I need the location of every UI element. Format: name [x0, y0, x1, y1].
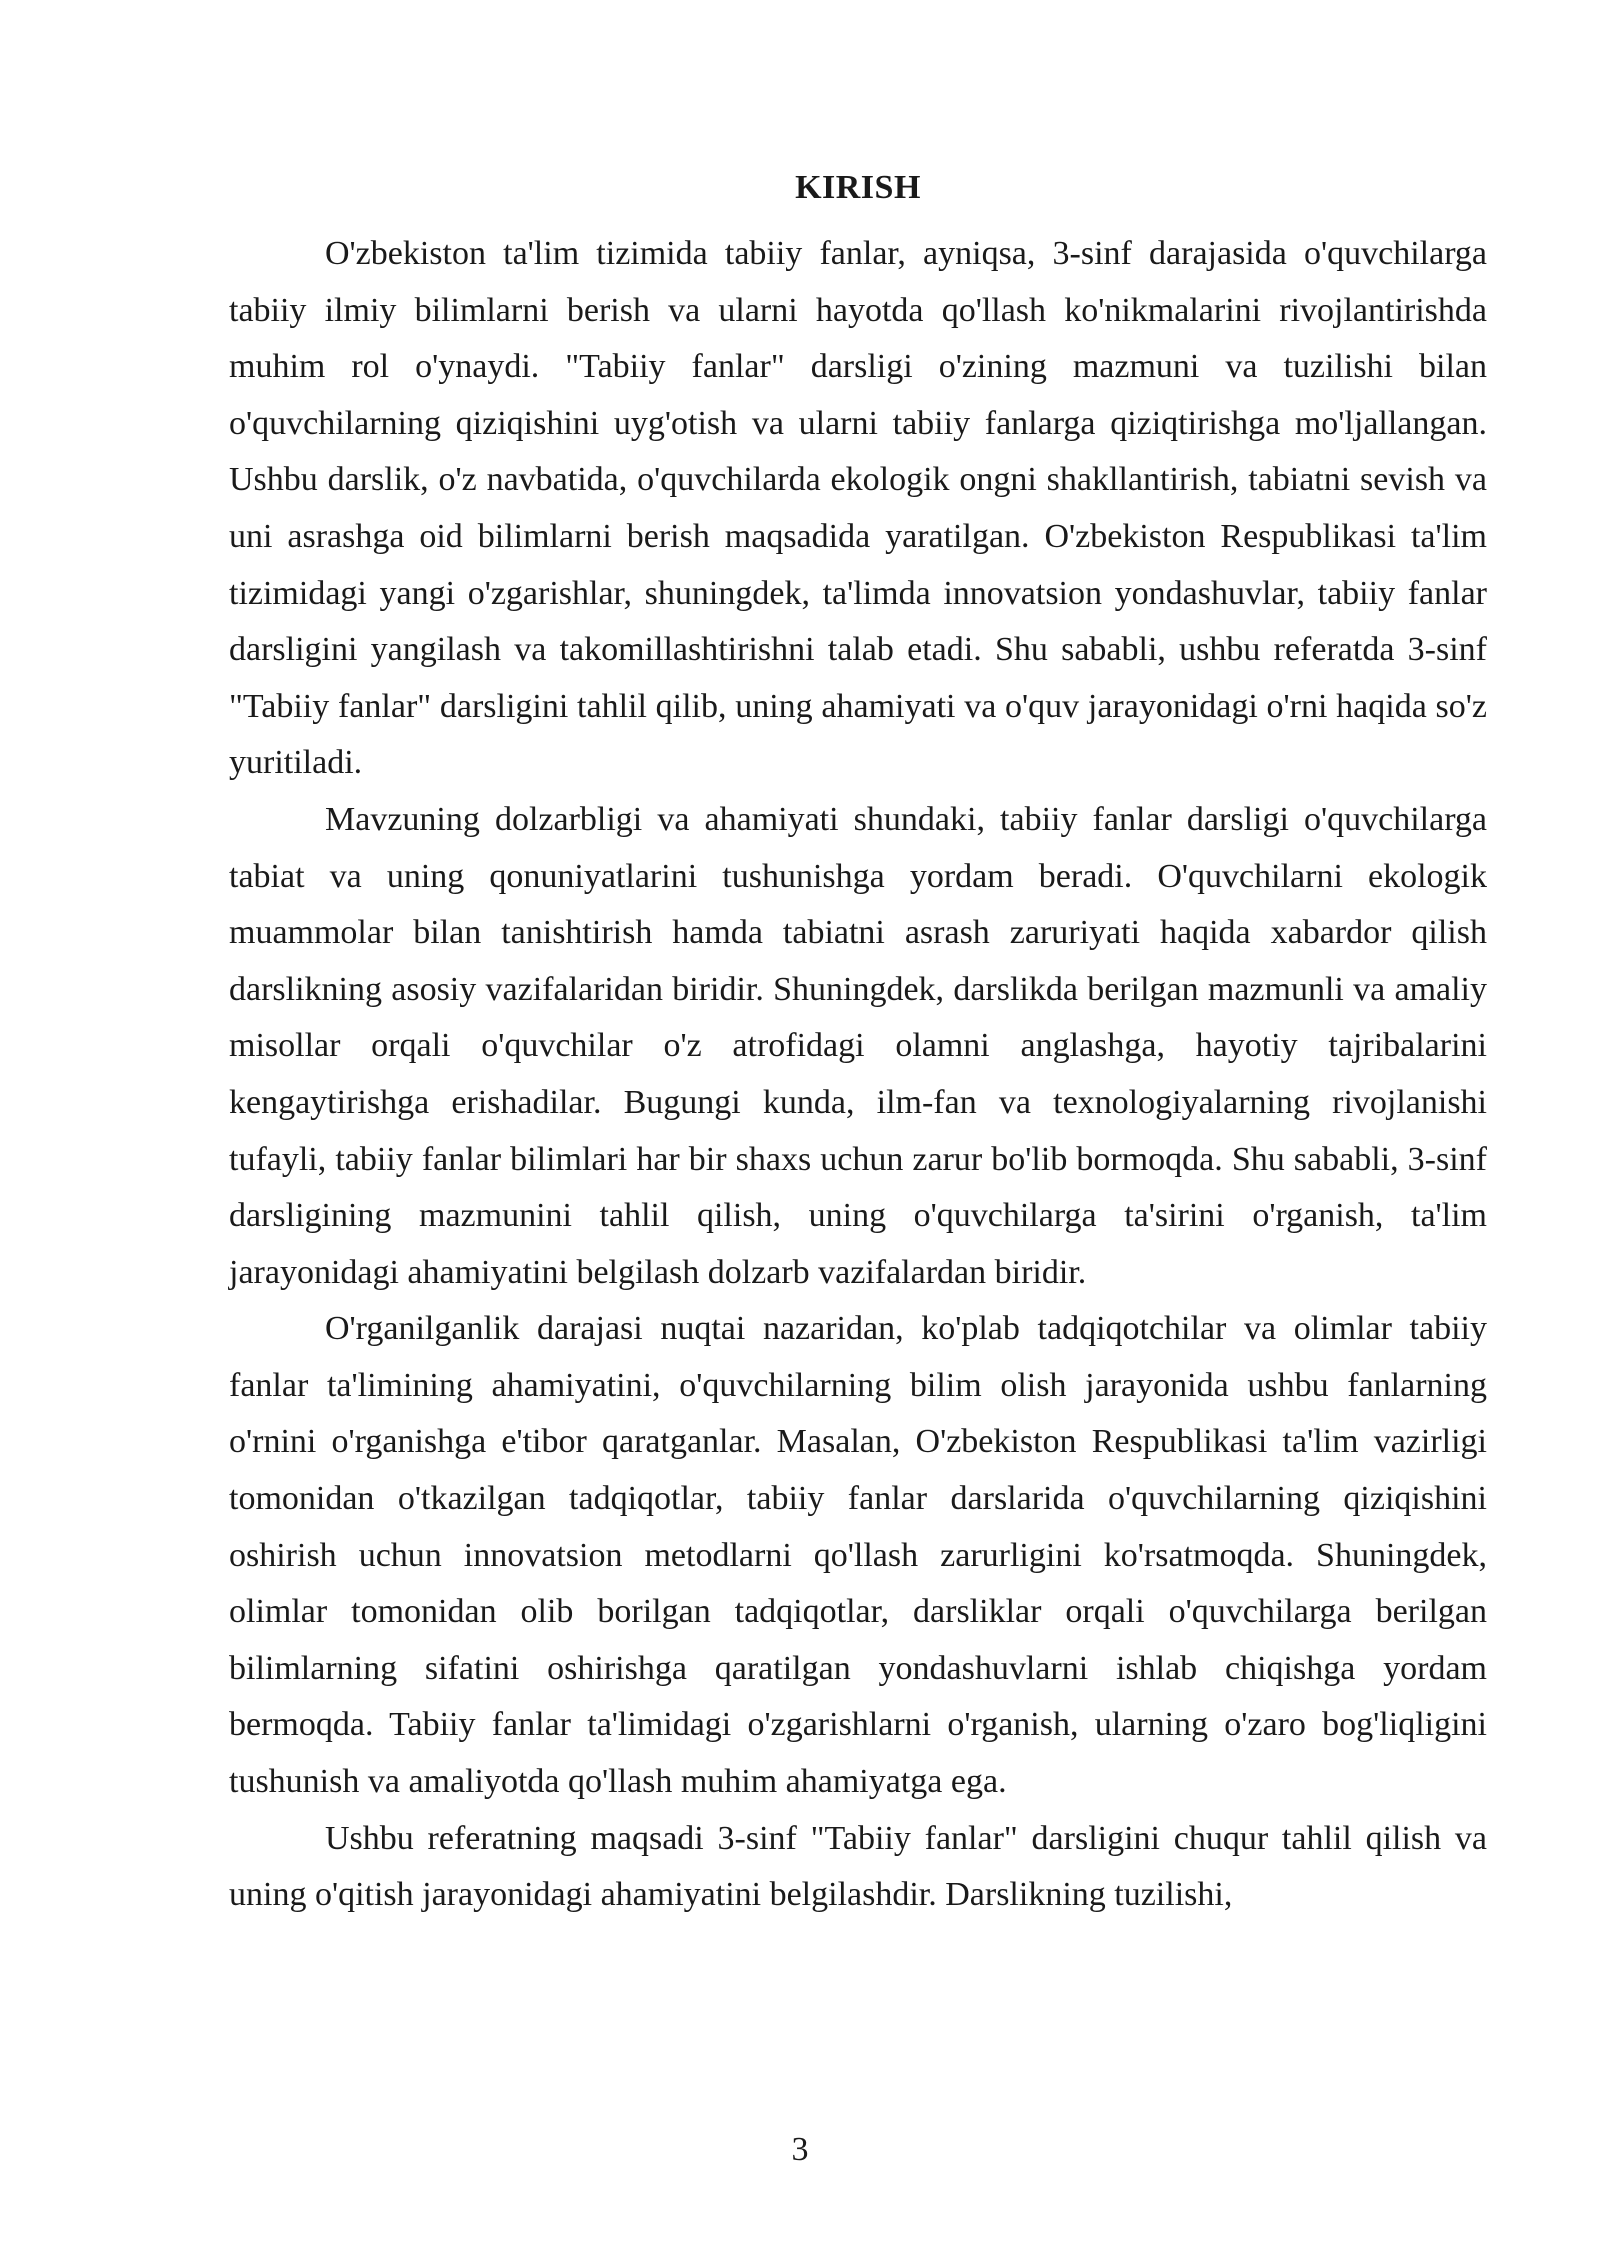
paragraph-relevance: Mavzuning dolzarbligi va ahamiyati shundaki, tabiiy fanlar darsligi o'quvchilarga tabiat va uning qonuniyatlarini tushunishga yordam beradi. O'quvchilarni ekologik muammolar bilan tanishtirish hamda tabiatni asrash zaruriyati haqida xabardor qilish darslikning asosiy vazifalaridan biridir. Shuningdek, darslikda berilgan mazmunli va amaliy misollar orqali o'quvchilar o'z atrofidagi olamni anglashga, hayotiy tajribalarini kengaytirishga erishadilar. Bugungi kunda, ilm-fan va texnologiyalarning rivojlanishi tufayli, tabiiy fanlar bilimlari har bir shaxs uchun zarur bo'lib bormoqda. Shu sababli, 3-sinf darsligining mazmunini tahlil qilish, uning o'quvchilarga ta'sirini o'rganish, ta'lim jarayonidagi ahamiyatini belgilash dolzarb vazifalardan biridir.: [229, 800, 1487, 1291]
page-number: 3: [791, 2131, 809, 2168]
paragraph-intro: O'zbekiston ta'lim tizimida tabiiy fanlar, ayniqsa, 3-sinf darajasida o'quvchilarga tabiiy ilmiy bilimlarni berish va ularni hayotda qo'llash ko'nikmalarini rivojlantirishda muhim rol o'ynaydi. "Tabiiy fanlar" darsligi o'zining mazmuni va tuzilishi bilan o'quvchilarning qiziqishini uyg'otish va ularni tabiiy fanlarga qiziqtirishga mo'ljallangan. Ushbu darslik, o'z navbatida, o'quvchilarda ekologik ongni shakllantirish, tabiatni sevish va uni asrashga oid bilimlarni berish maqsadida yaratilgan. O'zbekiston Respublikasi ta'lim tizimidagi yangi o'zgarishlar, shuningdek, ta'limda innovatsion yondashuvlar, tabiiy fanlar darsligini yangilash va takomillashtirishni talab etadi. Shu sababli, ushbu referatda 3-sinf "Tabiiy fanlar" darsligini tahlil qilib, uning ahamiyati va o'quv jarayonidagi o'rni haqida so'z yuritiladi.: [229, 235, 1487, 782]
paragraph-study-level: O'rganilganlik darajasi nuqtai nazaridan, ko'plab tadqiqotchilar va olimlar tabiiy fanlar ta'limining ahamiyatini, o'quvchilarning bilim olish jarayonida ushbu fanlarning o'rnini o'rganishga e'tibor qaratganlar. Masalan, O'zbekiston Respublikasi ta'lim vazirligi tomonidan o'tkazilgan tadqiqotlar, tabiiy fanlar darslarida o'quvchilarning qiziqishini oshirish uchun innovatsion metodlarni qo'llash zarurligini ko'rsatmoqda. Shuningdek, olimlar tomonidan olib borilgan tadqiqotlar, darsliklar orqali o'quvchilarga berilgan bilimlarning sifatini oshirishga qaratilgan yondashuvlarni ishlab chiqishga yordam bermoqda. Tabiiy fanlar ta'limidagi o'zgarishlarni o'rganish, ularning o'zaro bog'liqligini tushunish va amaliyotda qo'llash muhim ahamiyatga ega.: [229, 1310, 1487, 1801]
page-content: [229, 160, 1487, 1924]
paragraph-goal: Ushbu referatning maqsadi 3-sinf "Tabiiy fanlar" darsligini chuqur tahlil qilish va uning o'qitish jarayonidagi ahamiyatini belgilashdir. Darslikning tuzilishi,: [229, 1819, 1487, 1914]
page-title: KIRISH: [795, 169, 921, 206]
